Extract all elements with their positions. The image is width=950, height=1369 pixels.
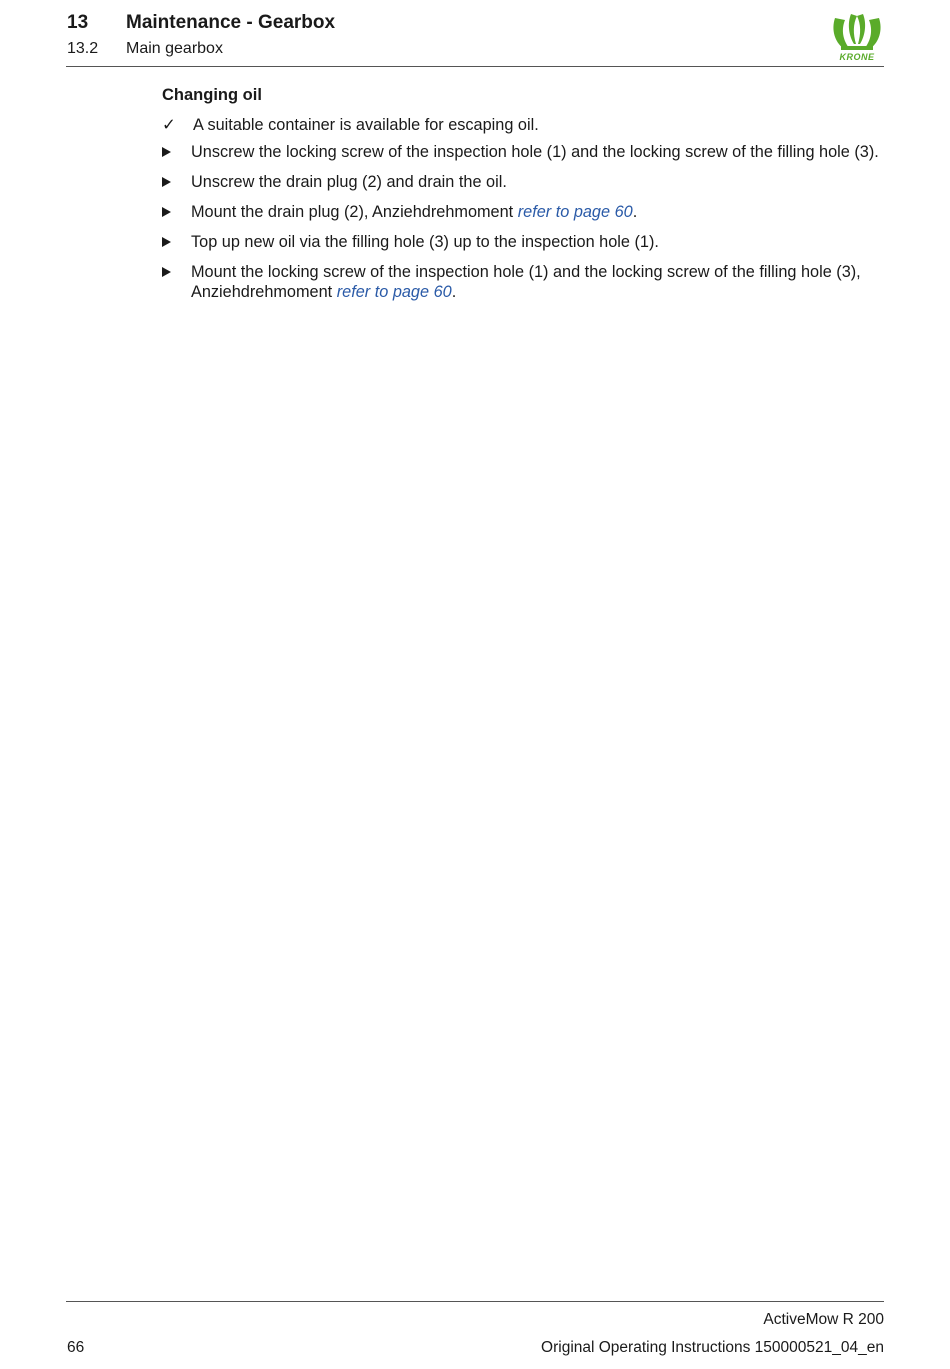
step-item — [162, 172, 884, 192]
step-suffix: . — [632, 203, 638, 221]
page-reference-link[interactable]: refer to page 60 — [336, 283, 452, 301]
document-id: Original Operating Instructions 150000521_04_en — [541, 1339, 884, 1356]
header-divider — [66, 66, 884, 67]
triangle-bullet-icon — [162, 177, 171, 187]
step-item — [162, 232, 884, 252]
step-item — [162, 262, 884, 302]
section-title: Main gearbox — [126, 40, 223, 57]
chapter-title: Maintenance - Gearbox — [126, 12, 336, 33]
step-text: Mount the drain plug (2), Anziehdrehmoment — [191, 203, 518, 221]
page-reference-link[interactable]: refer to page 60 — [517, 203, 633, 221]
footer-divider — [66, 1301, 884, 1302]
step-text: Mount the locking screw of the inspection hole (1) and the locking screw of the filling hole (3), Anziehdrehmoment — [191, 263, 861, 301]
section-number: 13.2 — [67, 40, 99, 57]
triangle-bullet-icon — [162, 147, 171, 157]
product-name: ActiveMow R 200 — [763, 1311, 884, 1328]
page-number: 66 — [67, 1339, 85, 1356]
chapter-number: 13 — [67, 12, 89, 33]
section-heading: Changing oil — [162, 86, 262, 104]
check-icon: ✓ — [162, 116, 176, 134]
changing-oil-section — [162, 86, 884, 312]
step-text: Unscrew the drain plug (2) and drain the oil. — [191, 173, 507, 191]
precondition-item — [162, 115, 884, 135]
precondition-text: A suitable container is available for escaping oil. — [193, 116, 539, 134]
step-item — [162, 202, 884, 222]
triangle-bullet-icon — [162, 207, 171, 217]
step-text: Top up new oil via the filling hole (3) up to the inspection hole (1). — [191, 233, 659, 251]
step-suffix: . — [451, 283, 457, 301]
krone-logo-text: KRONE — [839, 52, 875, 62]
triangle-bullet-icon — [162, 237, 171, 247]
step-item — [162, 142, 884, 162]
triangle-bullet-icon — [162, 267, 171, 277]
step-text: Unscrew the locking screw of the inspection hole (1) and the locking screw of the filling hole (3). — [191, 143, 879, 161]
